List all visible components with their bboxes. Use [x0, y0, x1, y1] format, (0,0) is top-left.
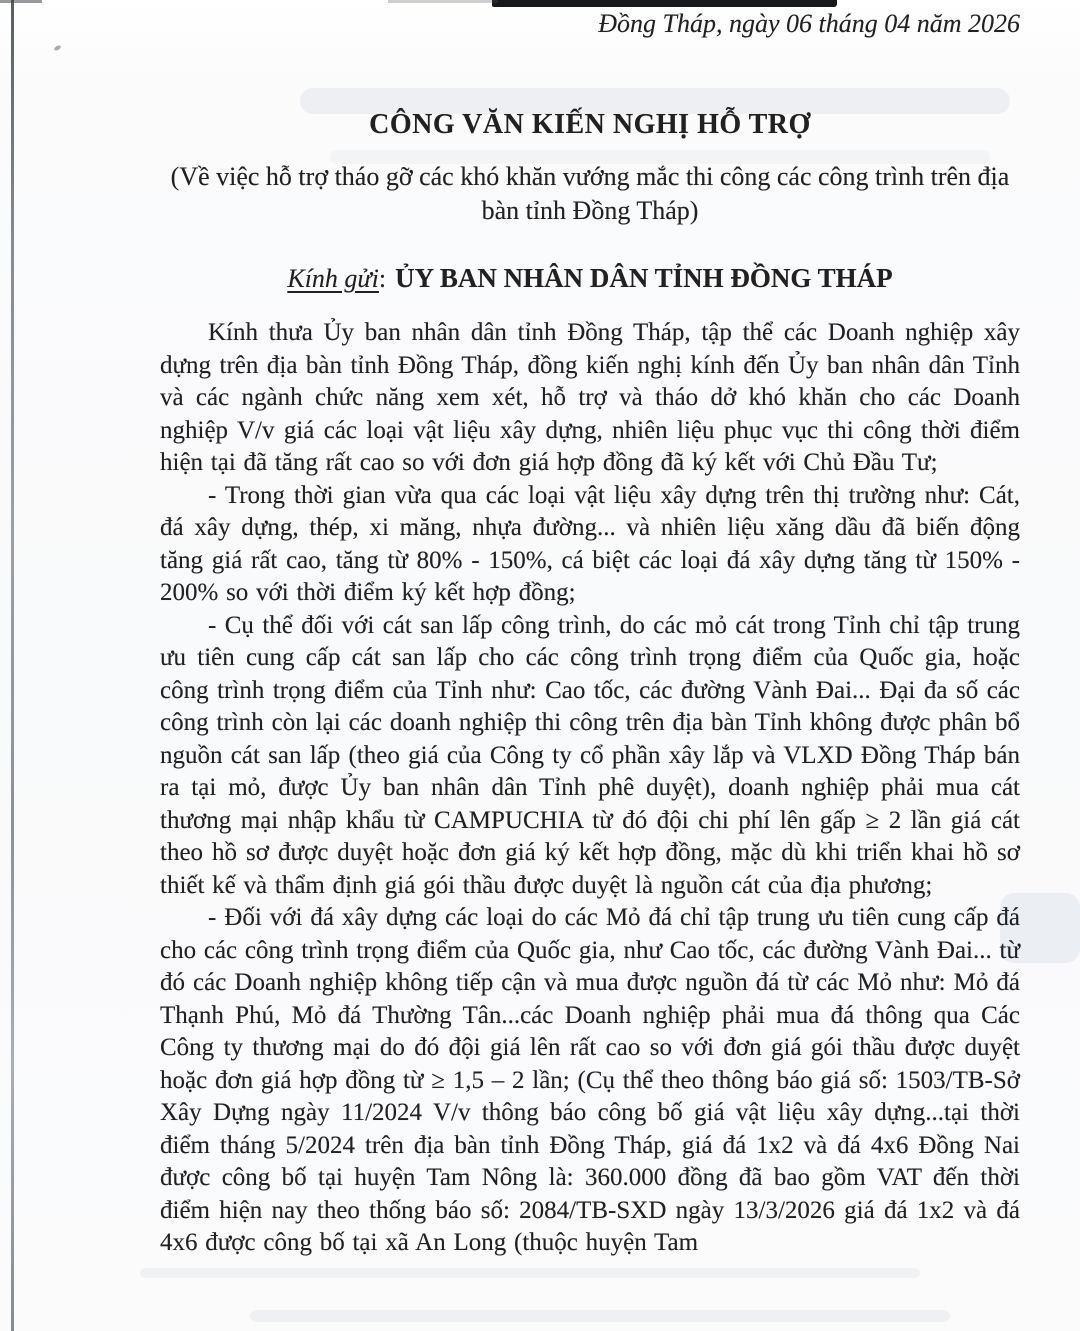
salutation-label: Kính gửi	[287, 264, 379, 293]
paragraph-material-price-increase: - Trong thời gian vừa qua các loại vật liệu xây dựng trên thị trường như: Cát, đá xây dựng, thép, xi măng, nhựa đường... và nhiên liệu xăng dầu đã biến động tăng giá rất cao, tăng từ 80% - 150%, cá biệt các loại đá xây dựng tăng từ 150% - 200% so với thời điểm ký kết hợp đồng;	[160, 481, 1020, 606]
document-subtitle: (Về việc hỗ trợ tháo gỡ các khó khăn vướng mắc thi công các công trình trên địa bàn tỉnh Đồng Tháp)	[170, 162, 1010, 225]
salutation-recipient: ỦY BAN NHÂN DÂN TỈNH ĐỒNG THÁP	[395, 263, 893, 293]
salutation-line	[160, 262, 1020, 295]
document-body	[160, 317, 1020, 1260]
paragraph-stone-supply: - Đối với đá xây dựng các loại do các Mỏ đá chỉ tập trung ưu tiên cung cấp đá cho các công trình trọng điểm của Quốc gia, như Cao tốc, các đường Vành Đai... từ đó các Doanh nghiệp không tiếp cận và mua được nguồn đá từ các Mỏ như: Mỏ đá Thạnh Phú, Mỏ đá Thường Tân...các Doanh nghiệp phải mua đá thông qua Các Công ty thương mại do đó đội giá lên rất cao so với đơn giá gói thầu được duyệt hoặc đơn giá hợp đồng từ ≥ 1,5 – 2 lần; (Cụ thể theo thông báo giá số: 1503/TB-Sở Xây Dựng ngày 11/2024 V/v thông báo công bố giá vật liệu xây dựng...tại thời điểm tháng 5/2024 trên địa bàn tỉnh Đồng Tháp, giá đá 1x2 và đá 4x6 Đồng Nai được công bố tại huyện Tam Nông là: 360.000 đồng đã bao gồm VAT đến thời điểm hiện nay theo thống báo số: 2084/TB-SXD ngày 13/3/2026 giá đá 1x2 và đá 4x6 được công bố tại xã An Long (thuộc huyện Tam	[160, 904, 1020, 1256]
scan-smudge	[140, 1268, 920, 1278]
dateline: Đồng Tháp, ngày 06 tháng 04 năm 2026	[598, 9, 1020, 38]
paragraph-opening-appeal: Kính thưa Ủy ban nhân dân tỉnh Đồng Tháp, tập thể các Doanh nghiệp xây dựng trên địa bàn tỉnh Đồng Tháp, đồng kiến nghị kính đến Ủy ban nhân dân Tỉnh và các ngành chức năng xem xét, hỗ trợ và tháo dở khó khăn cho các Doanh nghiệp V/v giá các loại vật liệu xây dựng, nhiên liệu phục vục thi công thời điểm hiện tại đã tăng rất cao so với đơn giá hợp đồng đã ký kết với Chủ Đầu Tư;	[160, 319, 1020, 476]
scan-smudge	[250, 1310, 950, 1322]
salutation-separator: :	[378, 264, 387, 293]
document-title: CÔNG VĂN KIẾN NGHỊ HỖ TRỢ	[369, 109, 811, 140]
paragraph-sand-supply: - Cụ thể đối với cát san lấp công trình, do các mỏ cát trong Tỉnh chỉ tập trung ưu tiên cung cấp cát san lấp cho các công trình trọng điểm của Quốc gia, hoặc công trình trọng điểm của Tỉnh như: Cao tốc, các đường Vành Đai... Đại đa số các công trình còn lại các doanh nghiệp thi công trên địa bàn Tỉnh không được phân bổ nguồn cát san lấp (theo giá của Công ty cổ phần xây lắp và VLXD Đồng Tháp bán ra tại mỏ, được Ủy ban nhân dân Tỉnh phê duyệt), doanh nghiệp phải mua cát thương mại nhập khẩu từ CAMPUCHIA từ đó đội chi phí lên gấp ≥ 2 lần giá cát theo hồ sơ được duyệt hoặc đơn giá ký kết hợp đồng, mặc dù khi triển khai hồ sơ thiết kế và thẩm định giá gói thầu được duyệt là nguồn cát của địa phương;	[160, 611, 1020, 899]
